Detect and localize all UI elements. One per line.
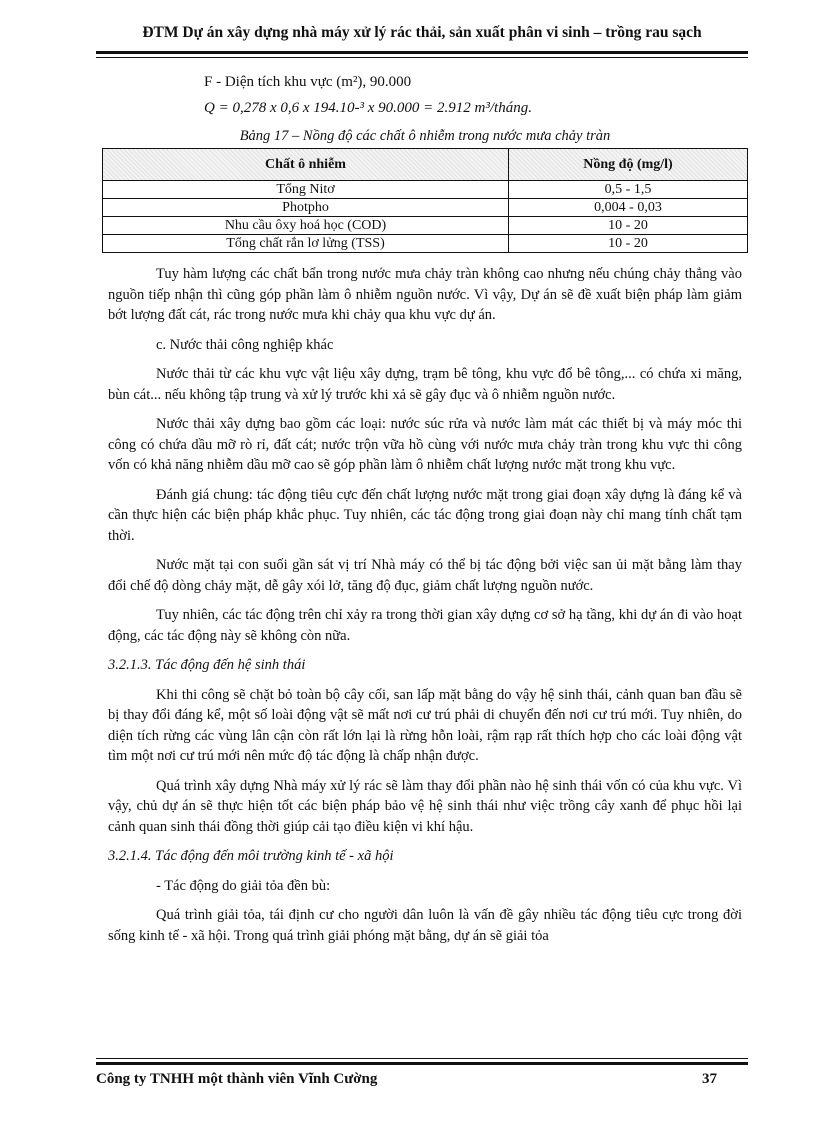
footer-rule-thick xyxy=(96,1062,748,1065)
pollutant-concentration-table xyxy=(102,148,748,253)
formula-area-definition: F - Diện tích khu vực (m²), 90.000 xyxy=(204,74,412,90)
table-row xyxy=(103,217,748,235)
formula-flow-calculation: Q = 0,278 x 0,6 x 194.10-³ x 90.000 = 2.912 m³/tháng. xyxy=(204,100,532,116)
table-header-row xyxy=(103,149,748,181)
paragraph-temporary-impact: Tuy nhiên, các tác động trên chỉ xảy ra trong thời gian xây dựng cơ sở hạ tầng, khi dự án đi vào hoạt động, các tác động này sẽ không còn nữa. xyxy=(108,607,742,644)
concentration-cell: 10 - 20 xyxy=(509,217,748,235)
concentration-cell: 10 - 20 xyxy=(509,235,748,253)
table-row xyxy=(103,181,748,199)
footer-company-name: Công ty TNHH một thành viên Vĩnh Cường xyxy=(96,1071,378,1087)
paragraph-ecosystem-restoration: Quá trình xây dựng Nhà máy xử lý rác sẽ làm thay đổi phần nào hệ sinh thái vốn có của khu vực. Vì vậy, chủ dự án sẽ thực hiện tốt các biện pháp bảo vệ hệ sinh thái như việc trồng cây xanh để phục hồi lại cảnh quan sinh thái đồng thời giúp cải tạo điều kiện vi khí hậu. xyxy=(108,777,742,835)
column-header-concentration: Nồng độ (mg/l) xyxy=(509,149,748,181)
header-rule-thick xyxy=(96,51,748,54)
paragraph-stream-impact: Nước mặt tại con suối gần sát vị trí Nhà máy có thể bị tác động bởi việc san ủi mặt bằng làm thay đổi chế độ dòng chảy mặt, dễ gây xói lở, tăng độ đục, giảm chất lượng nguồn nước. xyxy=(108,557,742,594)
header-rule-thin xyxy=(96,57,748,58)
paragraph-ecosystem-clearing: Khi thi công sẽ chặt bỏ toàn bộ cây cối, san lấp mặt bằng do vậy hệ sinh thái, cảnh quan ban đầu sẽ bị thay đổi đáng kể, một số loài động vật sẽ mất nơi cư trú phải di chuyển đến nơi cư trú mới. Tuy nhiên, do diện tích rừng các vùng lân cận còn rất lớn lại là rừng hỗn loài, rậm rạp rất thích hợp cho các loài động vật tìm một nơi cư trú mới nên mức độ tác động là chấp nhận được. xyxy=(108,686,742,764)
section-heading-socioeconomic: 3.2.1.4. Tác động đến môi trường kinh tế - xã hội xyxy=(108,848,394,864)
pollutant-name-cell: Nhu cầu ôxy hoá học (COD) xyxy=(103,217,509,235)
concentration-cell: 0,5 - 1,5 xyxy=(509,181,748,199)
column-header-pollutant: Chất ô nhiễm xyxy=(103,149,509,181)
table-row xyxy=(103,199,748,217)
paragraph-material-wastewater: Nước thải từ các khu vực vật liệu xây dựng, trạm bê tông, khu vực đổ bê tông,... có chứa xi măng, bùn cát... nếu không tập trung và xử lý trước khi xả sẽ gây đục và ô nhiễm nguồn nước. xyxy=(108,366,742,403)
table-caption: Bảng 17 – Nồng độ các chất ô nhiễm trong nước mưa chảy tràn xyxy=(239,128,611,144)
paragraph-overall-assessment: Đánh giá chung: tác động tiêu cực đến chất lượng nước mặt trong giai đoạn xây dựng là đáng kể và cần thực hiện các biện pháp khắc phục. Tuy nhiên, các tác động trong giai đoạn này chỉ mang tính chất tạm thời. xyxy=(108,486,742,544)
page-header-title: ĐTM Dự án xây dựng nhà máy xử lý rác thải, sản xuất phân vi sinh – trồng rau sạch xyxy=(142,24,702,41)
paragraph-resettlement: Quá trình giải tỏa, tái định cư cho người dân luôn là vấn đề gây nhiều tác động tiêu cực trong đời sống kinh tế - xã hội. Trong quá trình giải phóng mặt bằng, dự án sẽ giải tỏa xyxy=(108,907,742,944)
paragraph-construction-wastewater: Nước thải xây dựng bao gồm các loại: nước súc rửa và nước làm mát các thiết bị và máy móc thi công có chứa dầu mỡ rò rỉ, đất cát; nước trộn vữa hồ cùng với nước mưa chảy tràn trong khu vực thi công vốn có khả năng nhiễm dầu mỡ cao sẽ góp phần làm ô nhiễm chất lượng nước mặt trong khu vực. xyxy=(108,416,742,473)
table-row xyxy=(103,235,748,253)
concentration-cell: 0,004 - 0,03 xyxy=(509,199,748,217)
subsection-other-industrial-wastewater: c. Nước thải công nghiệp khác xyxy=(156,336,334,353)
pollutant-name-cell: Tổng chất rắn lơ lửng (TSS) xyxy=(103,235,509,253)
document-body xyxy=(108,264,742,955)
pollutant-name-cell: Photpho xyxy=(103,199,509,217)
pollutant-name-cell: Tổng Nitơ xyxy=(103,181,509,199)
paragraph-compensation-heading: - Tác động do giải tỏa đền bù: xyxy=(156,877,331,894)
paragraph-runoff-impact: Tuy hàm lượng các chất bẩn trong nước mưa chảy tràn không cao nhưng nếu chúng chảy thẳng vào nguồn tiếp nhận thì cũng góp phần làm ô nhiễm nguồn nước. Vì vậy, Dự án sẽ đề xuất biện pháp làm giảm bớt lượng đất cát, rác trong nước mưa khi chảy qua khu vực dự án. xyxy=(108,266,742,323)
footer-rule-thin xyxy=(96,1058,748,1059)
section-heading-ecosystem: 3.2.1.3. Tác động đến hệ sinh thái xyxy=(108,657,306,673)
page-number: 37 xyxy=(702,1071,717,1087)
